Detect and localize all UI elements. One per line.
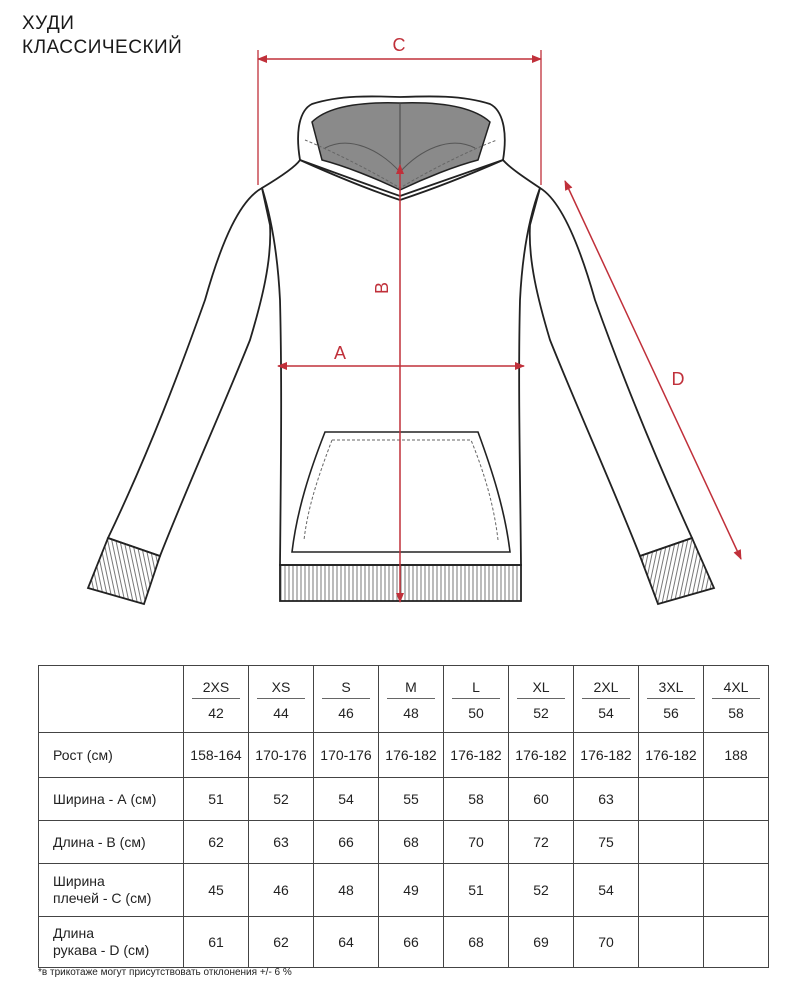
size-cell [639, 666, 704, 733]
row-label: Длина рукава - D (см) [39, 917, 184, 968]
value-cell [704, 821, 769, 864]
size-chart-table [38, 665, 769, 968]
size-label: M [387, 672, 435, 699]
row-height [39, 733, 769, 778]
value-cell [639, 821, 704, 864]
value-cell: 63 [249, 821, 314, 864]
size-ru: 44 [273, 704, 289, 721]
size-ru: 42 [208, 704, 224, 721]
size-cell [314, 666, 379, 733]
size-label: 4XL [712, 672, 760, 699]
value-cell [704, 917, 769, 968]
product-title-line-2: КЛАССИЧЕСКИЙ [22, 37, 183, 58]
row-sleeve-d [39, 917, 769, 968]
value-cell: 188 [704, 733, 769, 778]
value-cell: 68 [444, 917, 509, 968]
value-cell [639, 917, 704, 968]
value-cell: 51 [184, 778, 249, 821]
value-cell: 55 [379, 778, 444, 821]
value-cell: 158-164 [184, 733, 249, 778]
size-label: S [322, 672, 370, 699]
row-label: Ширина - А (см) [39, 778, 184, 821]
value-cell: 176-182 [444, 733, 509, 778]
value-cell [704, 778, 769, 821]
value-cell: 46 [249, 864, 314, 917]
value-cell: 66 [379, 917, 444, 968]
size-ru: 58 [728, 704, 744, 721]
value-cell: 62 [184, 821, 249, 864]
value-cell: 170-176 [314, 733, 379, 778]
value-cell [704, 864, 769, 917]
tolerance-footnote: *в трикотаже могут присутствовать отклонения +/- 6 % [38, 967, 292, 978]
value-cell: 66 [314, 821, 379, 864]
size-label: L [452, 672, 500, 699]
row-label: Длина - В (см) [39, 821, 184, 864]
size-header-row [39, 666, 769, 733]
size-cell [379, 666, 444, 733]
product-title-line-1: ХУДИ [22, 13, 75, 34]
measure-d-label: D [671, 369, 685, 389]
size-cell [509, 666, 574, 733]
size-cell [574, 666, 639, 733]
value-cell: 70 [574, 917, 639, 968]
value-cell: 70 [444, 821, 509, 864]
value-cell: 176-182 [639, 733, 704, 778]
row-width-a [39, 778, 769, 821]
right-sleeve [530, 188, 692, 556]
value-cell: 176-182 [509, 733, 574, 778]
value-cell: 51 [444, 864, 509, 917]
kangaroo-pocket [292, 432, 510, 552]
value-cell: 45 [184, 864, 249, 917]
value-cell: 61 [184, 917, 249, 968]
size-ru: 48 [403, 704, 419, 721]
value-cell: 72 [509, 821, 574, 864]
size-label: 2XL [582, 672, 630, 699]
measure-a-label: A [333, 343, 347, 363]
value-cell: 54 [314, 778, 379, 821]
measure-b-label: B [372, 281, 392, 295]
size-cell [184, 666, 249, 733]
row-label: Рост (см) [39, 733, 184, 778]
size-cell [704, 666, 769, 733]
size-ru: 46 [338, 704, 354, 721]
size-label: 3XL [647, 672, 695, 699]
row-length-b [39, 821, 769, 864]
value-cell: 64 [314, 917, 379, 968]
value-cell [639, 864, 704, 917]
value-cell: 176-182 [574, 733, 639, 778]
left-sleeve [108, 188, 270, 556]
value-cell: 62 [249, 917, 314, 968]
measure-c-label: C [392, 35, 406, 55]
value-cell: 52 [509, 864, 574, 917]
header-empty-cell [39, 666, 184, 733]
value-cell: 52 [249, 778, 314, 821]
size-ru: 52 [533, 704, 549, 721]
value-cell: 54 [574, 864, 639, 917]
value-cell: 176-182 [379, 733, 444, 778]
value-cell: 48 [314, 864, 379, 917]
value-cell [639, 778, 704, 821]
size-cell [444, 666, 509, 733]
size-label: 2XS [192, 672, 240, 699]
value-cell: 75 [574, 821, 639, 864]
value-cell: 49 [379, 864, 444, 917]
value-cell: 69 [509, 917, 574, 968]
size-ru: 50 [468, 704, 484, 721]
size-ru: 56 [663, 704, 679, 721]
size-label: XL [517, 672, 565, 699]
row-shoulder-c [39, 864, 769, 917]
size-ru: 54 [598, 704, 614, 721]
value-cell: 63 [574, 778, 639, 821]
value-cell: 68 [379, 821, 444, 864]
size-cell [249, 666, 314, 733]
size-label: XS [257, 672, 305, 699]
value-cell: 170-176 [249, 733, 314, 778]
row-label: Ширина плечей - С (см) [39, 864, 184, 917]
value-cell: 58 [444, 778, 509, 821]
value-cell: 60 [509, 778, 574, 821]
